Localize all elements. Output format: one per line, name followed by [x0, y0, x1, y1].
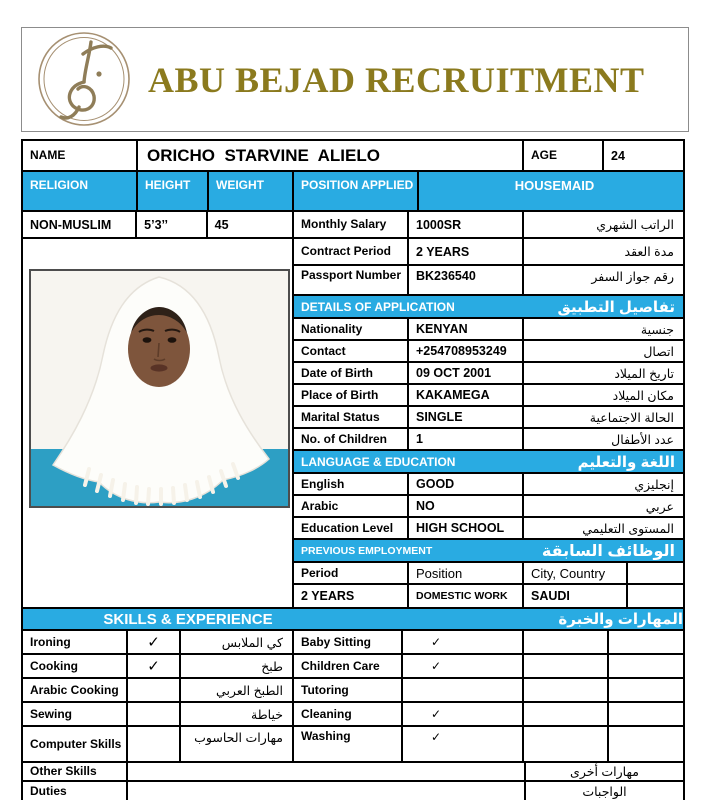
marital-label: Marital Status	[294, 407, 409, 427]
arabic-row	[294, 496, 683, 518]
nationality-value: KENYAN	[409, 319, 524, 339]
contract-period-arabic: مدة العقد	[624, 245, 674, 259]
skills-empty-cell	[609, 703, 683, 725]
weight-value: 45	[214, 217, 229, 232]
position-value: HOUSEMAID	[419, 172, 683, 210]
attributes-value-row	[23, 212, 292, 239]
computerskills-arabic: مهارات الحاسوب	[181, 727, 294, 761]
employment-header-ar: الوظائف السابقة	[541, 542, 675, 560]
other-skills-label: Other Skills	[23, 763, 128, 780]
tutoring-label: Tutoring	[294, 679, 403, 701]
children-arabic: عدد الأطفال	[611, 432, 674, 447]
english-row	[294, 474, 683, 496]
calligraphy-logo-icon	[34, 31, 134, 128]
english-value: GOOD	[409, 474, 524, 494]
monthly-salary-arabic: الراتب الشهري	[596, 218, 674, 232]
monthly-salary-label: Monthly Salary	[294, 212, 409, 237]
skills-empty-cell	[609, 655, 683, 677]
left-pane	[23, 212, 294, 607]
passport-value: BK236540	[409, 266, 524, 294]
passport-row	[294, 266, 683, 296]
position-column: Position	[409, 563, 524, 583]
employment-header-en: PREVIOUS EMPLOYMENT	[301, 544, 433, 557]
marital-arabic: الحالة الاجتماعية	[589, 410, 674, 425]
other-skills-row	[23, 763, 683, 782]
cooking-label: Cooking	[23, 655, 128, 677]
contact-label: Contact	[294, 341, 409, 361]
ironing-check: ✓	[128, 631, 181, 653]
duties-row	[23, 782, 683, 800]
dob-row	[294, 363, 683, 385]
dob-label: Date of Birth	[294, 363, 409, 383]
contact-value: +254708953249	[409, 341, 524, 361]
employment-data-row	[294, 585, 683, 607]
middle-section	[23, 212, 683, 607]
english-label: English	[294, 474, 409, 494]
duties-empty	[128, 782, 526, 800]
skills-empty-cell	[524, 631, 609, 653]
computerskills-check	[128, 727, 181, 761]
passport-arabic: رقم جواز السفر	[591, 270, 674, 284]
arabiccooking-label: Arabic Cooking	[23, 679, 128, 701]
skills-empty-cell	[524, 727, 609, 761]
sewing-label: Sewing	[23, 703, 128, 725]
name-label: NAME	[23, 141, 138, 170]
salary-row	[294, 212, 683, 239]
childrencare-label: Children Care	[294, 655, 403, 677]
weight-header: WEIGHT	[209, 172, 294, 210]
washing-label: Washing	[294, 727, 403, 761]
city-column: City, Country	[524, 563, 628, 583]
employment-city: SAUDI	[524, 585, 628, 607]
nationality-arabic: جنسية	[640, 322, 674, 337]
computerskills-label: Computer Skills	[23, 727, 128, 761]
other-skills-empty	[128, 763, 526, 780]
employment-columns-row	[294, 563, 683, 585]
ironing-arabic: كي الملابس	[181, 631, 294, 653]
skills-section-header	[23, 607, 683, 631]
children-row	[294, 429, 683, 451]
dob-value: 09 OCT 2001	[409, 363, 524, 383]
cooking-arabic: طبخ	[181, 655, 294, 677]
marital-row	[294, 407, 683, 429]
skills-header-ar: المهارات والخبرة	[558, 611, 683, 628]
skills-empty-cell	[609, 631, 683, 653]
arabiccooking-check	[128, 679, 181, 701]
skills-row-ironing	[23, 631, 683, 655]
agency-logo	[34, 31, 134, 128]
marital-value: SINGLE	[409, 407, 524, 427]
arabic-arabic: عربي	[645, 499, 674, 514]
education-arabic: المستوى التعليمي	[582, 521, 674, 536]
period-column: Period	[294, 563, 409, 583]
washing-check: ✓	[403, 727, 524, 761]
sewing-check	[128, 703, 181, 725]
details-section-header	[294, 296, 683, 319]
age-value: 24	[611, 148, 625, 163]
children-label: No. of Children	[294, 429, 409, 449]
cooking-check: ✓	[128, 655, 181, 677]
tutoring-check	[403, 679, 524, 701]
portrait-illustration	[31, 271, 288, 506]
attributes-header-row	[23, 172, 683, 212]
skills-row-cooking	[23, 655, 683, 679]
religion-header: RELIGION	[23, 172, 138, 210]
education-label: Education Level	[294, 518, 409, 538]
logo-dot	[96, 71, 101, 76]
skills-row-arabic-cooking	[23, 679, 683, 703]
age-label: AGE	[524, 141, 604, 170]
babysitting-check: ✓	[403, 631, 524, 653]
arabic-value: NO	[409, 496, 524, 516]
agency-title: ABU BEJAD RECRUITMENT	[148, 59, 645, 100]
education-row	[294, 518, 683, 540]
arabic-label: Arabic	[294, 496, 409, 516]
employment-period: 2 YEARS	[294, 585, 409, 607]
candidate-photo	[29, 269, 290, 508]
position-applied-header: POSITION APPLIED	[294, 172, 419, 210]
children-value: 1	[409, 429, 524, 449]
skills-empty-cell	[524, 703, 609, 725]
height-header: HEIGHT	[138, 172, 209, 210]
employment-extra-column	[628, 563, 683, 583]
skills-header-en: SKILLS & EXPERIENCE	[103, 610, 273, 628]
contract-row	[294, 239, 683, 266]
skills-row-computer	[23, 727, 683, 763]
arabiccooking-arabic: الطبخ العربي	[181, 679, 294, 701]
dob-arabic: تاريخ الميلاد	[614, 366, 674, 381]
employment-position: DOMESTIC WORK	[409, 585, 524, 607]
ironing-label: Ironing	[23, 631, 128, 653]
pob-row	[294, 385, 683, 407]
other-skills-arabic: مهارات أخرى	[570, 765, 639, 779]
skills-row-sewing	[23, 703, 683, 727]
skills-empty-cell	[524, 679, 609, 701]
nationality-row	[294, 319, 683, 341]
contact-arabic: اتصال	[643, 344, 674, 359]
childrencare-check: ✓	[403, 655, 524, 677]
skills-empty-cell	[524, 655, 609, 677]
details-header-en: DETAILS OF APPLICATION	[301, 299, 455, 314]
religion-value: NON-MUSLIM	[23, 212, 137, 237]
photo-cell	[23, 239, 292, 607]
pob-label: Place of Birth	[294, 385, 409, 405]
cv-table	[21, 139, 685, 800]
passport-label: Passport Number	[294, 266, 409, 294]
candidate-name: ORICHO STARVINE ALIELO	[138, 141, 524, 170]
name-row	[23, 141, 683, 172]
cleaning-label: Cleaning	[294, 703, 403, 725]
babysitting-label: Baby Sitting	[294, 631, 403, 653]
contact-row	[294, 341, 683, 363]
duties-arabic: الواجبات	[582, 785, 627, 799]
duties-label: Duties	[23, 782, 128, 800]
contract-period-value: 2 YEARS	[409, 239, 524, 264]
details-header-ar: تفاصيل التطبيق	[557, 298, 675, 316]
agency-header	[21, 27, 689, 132]
pob-arabic: مكان الميلاد	[612, 388, 674, 403]
language-header-ar: اللغة والتعليم	[577, 453, 675, 471]
employment-section-header	[294, 540, 683, 563]
pob-value: KAKAMEGA	[409, 385, 524, 405]
height-value: 5’3’’	[137, 212, 208, 237]
skills-empty-cell	[609, 727, 683, 761]
details-pane	[294, 212, 683, 607]
nationality-label: Nationality	[294, 319, 409, 339]
sewing-arabic: خياطة	[181, 703, 294, 725]
contract-period-label: Contract Period	[294, 239, 409, 264]
education-value: HIGH SCHOOL	[409, 518, 524, 538]
employment-extra-cell	[628, 585, 683, 607]
cleaning-check: ✓	[403, 703, 524, 725]
english-arabic: إنجليزي	[634, 477, 674, 492]
language-section-header	[294, 451, 683, 474]
skills-empty-cell	[609, 679, 683, 701]
language-header-en: LANGUAGE & EDUCATION	[301, 454, 456, 469]
monthly-salary-value: 1000SR	[409, 212, 524, 237]
